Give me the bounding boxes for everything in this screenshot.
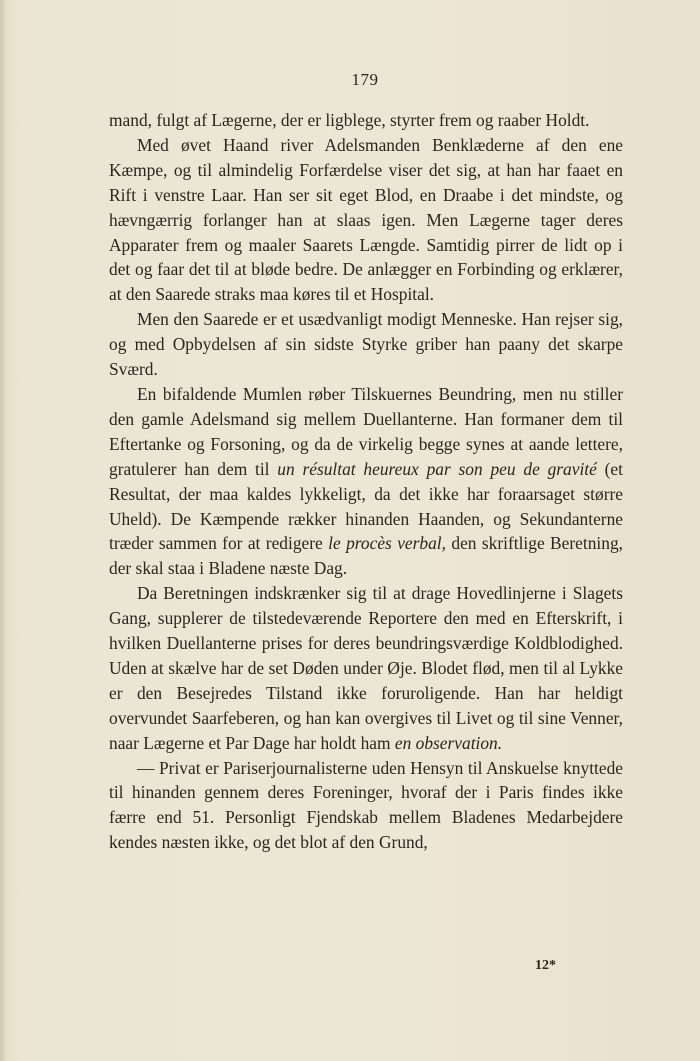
page-binding-edge xyxy=(0,0,6,1061)
text-run: (et Resultat, der maa kaldes lykkeligt, da det ikke har foraarsaget større Uheld). De Kæmpende rækker hinanden Haanden, og Sekundanterne træder sammen for at redigere xyxy=(109,458,623,554)
text-run: Men den Saarede er et usædvanligt modigt Menneske. Han rejser sig, og med Opbydelsen af sin sidste Styrke griber han paany det skarpe Sværd. xyxy=(109,309,623,380)
paragraph xyxy=(109,108,623,133)
italic-phrase: un résultat heureux par son peu de gravité xyxy=(277,458,597,479)
text-run: — Privat er Pariserjournalisterne uden Hensyn til Anskuelse knyttede til hinanden gennem deres Foreninger, hvoraf der i Paris findes ikke færre end 51. Personligt Fjendskab mellem Bladenes Medarbejdere kendes næsten ikke, og det blot af den Grund, xyxy=(109,757,623,853)
italic-phrase: en observation. xyxy=(394,732,503,753)
paragraph xyxy=(109,133,623,307)
paragraph xyxy=(109,382,623,581)
text-run: En bifaldende Mumlen røber Tilskuernes Beundring, men nu stiller den gamle Adelsmand sig mellem Duellanterne. Han formaner dem til Eftertanke og Forsoning, og da de virkelig begge synes at aande lettere, gratulerer han dem til xyxy=(109,383,623,479)
page-number: 179 xyxy=(351,70,379,89)
text-run: den skriftlige Beretning, der skal staa i Bladene næste Dag. xyxy=(109,533,623,579)
paragraph xyxy=(109,307,623,382)
paragraph xyxy=(109,756,623,856)
body-text xyxy=(109,108,623,855)
paragraph xyxy=(109,581,623,755)
text-run: mand, fulgt af Lægerne, der er ligblege, styrter frem og raaber Holdt. xyxy=(109,110,590,130)
text-run: Med øvet Haand river Adelsmanden Benklæderne af den ene Kæmpe, og til almindelig Forfærdelse viser det sig, at han har faaet en Rift i venstre Laar. Han ser sit eget Blod, en Draabe i det mindste, og hævngærrig forlanger han at slaas igen. Men Lægerne tager deres Apparater frem og maaler Saarets Længde. Samtidig pirrer de lidt op i det og faar det til at bløde bedre. De anlægger en Forbinding og erklærer, at den Saarede straks maa køres til et Hospital. xyxy=(109,134,623,305)
signature-mark: 12* xyxy=(535,958,556,973)
text-run: Da Beretningen indskrænker sig til at drage Hovedlinjerne i Slagets Gang, supplerer de tilstedeværende Reportere den med en Efterskrift, i hvilken Duellanterne prises for deres beundringsværdige Koldblodighed. Uden at skælve har de set Døden under Øje. Blodet flød, men til al Lykke er den Besejredes Tilstand ikke foruroligende. Han har heldigt overvundet Saarfeberen, og han kan overgives til Livet og til sine Venner, naar Lægerne et Par Dage har holdt ham xyxy=(109,583,623,753)
italic-phrase: le procès verbal, xyxy=(328,533,446,554)
